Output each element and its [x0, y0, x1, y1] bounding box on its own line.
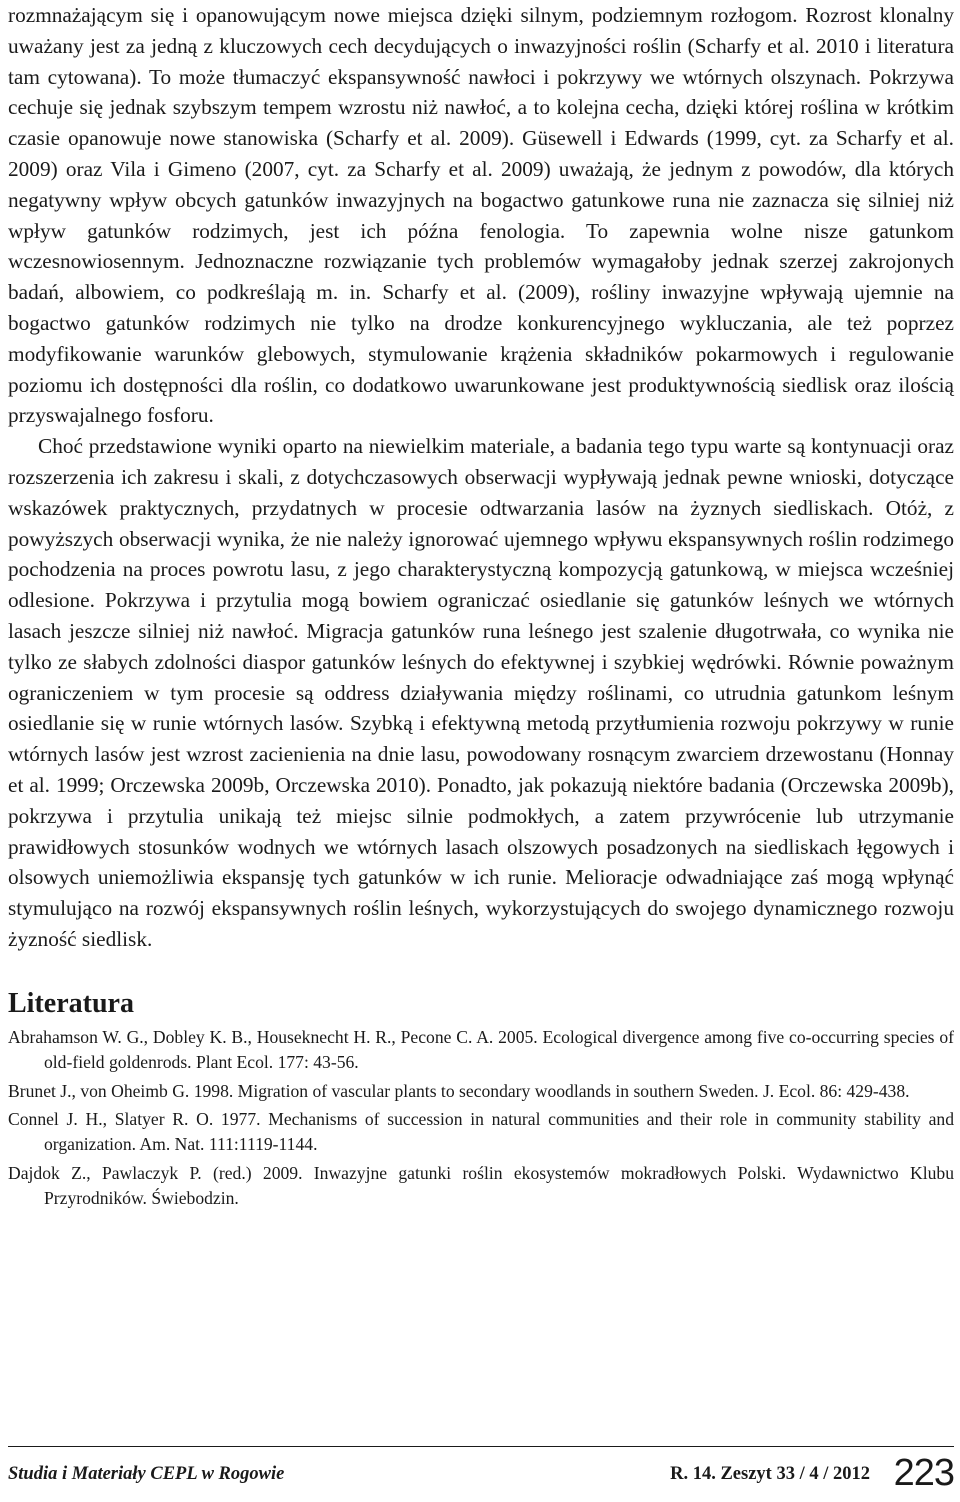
body-paragraph-1: rozmnażającym się i opanowującym nowe miejsca dzięki silnym, podziemnym rozłogom. Rozrost klonalny uważany jest za jedną z kluczowych cech decydujących o inwazyjności roślin (Scharfy et al. 2010 i literatura tam cytowana). To może tłumaczyć ekspansywność nawłoci i pokrzywy we wtórnych olszynach. Pokrzywa cechuje się jednak szybszym tempem wzrostu niż nawłoć, a to kolejna cecha, dzięki której roślina w krótkim czasie opanowuje nowe stanowiska (Scharfy et al. 2009). Güsewell i Edwards (1999, cyt. za Scharfy et al. 2009) oraz Vila i Gimeno (2007, cyt. za Scharfy et al. 2009) uważają, że jednym z powodów, dla których negatywny wpływ obcych gatunków inwazyjnych na bogactwo gatunkowe runa nie zaznacza się silniej niż wpływ gatunków rodzimych, jest ich późna fenologia. To zapewnia wolne nisze gatunkom wczesnowiosennym. Jednoznaczne rozwiązanie tych problemów wymagałoby jednak szerzej zakrojonych badań, albowiem, co podkreślają m. in. Scharfy et al. (2009), rośliny inwazyjne wpływają ujemnie na bogactwo gatunków rodzimych nie tylko na drodze konkurencyjnego wykluczania, ale też poprzez modyfikowanie warunków glebowych, stymulowanie krążenia składników pokarmowych i regulowanie poziomu ich dostępności dla roślin, co dodatkowo uwarunkowane jest produktywnością siedlisk oraz ilością przyswajalnego fosforu.	[8, 3, 954, 428]
document-page	[8, 0, 954, 1215]
page-number: 223	[893, 1452, 954, 1494]
issue-info: R. 14. Zeszyt 33 / 4 / 2012	[670, 1464, 870, 1484]
body-paragraph-2: Choć przedstawione wyniki oparto na niewielkim materiale, a badania tego typu warte są kontynuacji oraz rozszerzenia ich zakresu i skali, z dotychczasowych obserwacji wypływają jednak pewne wnioski, dotyczące wskazówek praktycznych, przydatnych w procesie odtwarzania lasów na żyznych siedliskach. Otóż, z powyższych obserwacji wynika, że nie należy ignorować ujemnego wpływu ekspansywnych roślin rodzimego pochodzenia na proces powrotu lasu, z jego charakterystyczną kompozycją gatunkową, w miejsca wcześniej odlesione. Pokrzywa i przytulia mogą bowiem ograniczać osiedlanie się gatunków leśnych we wtórnych lasach jeszcze silniej niż nawłoć. Migracja gatunków runa leśnego jest szalenie długotrwała, co wynika nie tylko ze słabych zdolności diaspor gatunków leśnych do efektywnej i szybkiej wędrówki. Równie poważnym ograniczeniem w tym procesie są oddress działywania między roślinami, co utrudnia gatunkom leśnym osiedlanie się w runie wtórnych lasów. Szybką i efektywną metodą przytłumienia rozwoju pokrzywy w runie wtórnych lasów jest wzrost zacienienia na dnie lasu, powodowany rosnącym zwarciem drzewostanu (Honnay et al. 1999; Orczewska 2009b, Orczewska 2010). Ponadto, jak pokazują niektóre badania (Orczewska 2009b), pokrzywa i przytulia unikają też miejsc silnie podmokłych, a zatem przywrócenie lub utrzymanie prawidłowych stosunków wodnych we wtórnych lasach olszowych posadzonych na siedliskach łęgowych i olsowych uniemożliwia ekspansję tych gatunków w ich runie. Melioracje odwadniające zaś mogą wpłynąć stymulująco na rozwój ekspansywnych roślin leśnych, wykorzystujących do swojego dynamicznego rozwoju żyzność siedlisk.	[8, 434, 954, 951]
reference-item: Connel J. H., Slatyer R. O. 1977. Mechanisms of succession in natural communities and their role in community stability and organization. Am. Nat. 111:1119-1144.	[8, 1108, 954, 1155]
references-heading: Literatura	[8, 987, 134, 1019]
journal-title: Studia i Materiały CEPL w Rogowie	[8, 1464, 285, 1484]
reference-item: Dajdok Z., Pawlaczyk P. (red.) 2009. Inwazyjne gatunki roślin ekosystemów mokradłowych Polski. Wydawnictwo Klubu Przyrodników. Świebodzin.	[8, 1162, 954, 1209]
references-list	[8, 1025, 954, 1212]
footer-divider	[8, 1446, 954, 1447]
reference-item: Abrahamson W. G., Dobley K. B., Houseknecht H. R., Pecone C. A. 2005. Ecological divergence among five co-occurring species of old-field goldenrods. Plant Ecol. 177: 43-56.	[8, 1026, 954, 1073]
reference-item: Brunet J., von Oheimb G. 1998. Migration of vascular plants to secondary woodlands in southern Sweden. J. Ecol. 86: 429-438.	[8, 1080, 910, 1101]
page-footer	[8, 1452, 954, 1500]
